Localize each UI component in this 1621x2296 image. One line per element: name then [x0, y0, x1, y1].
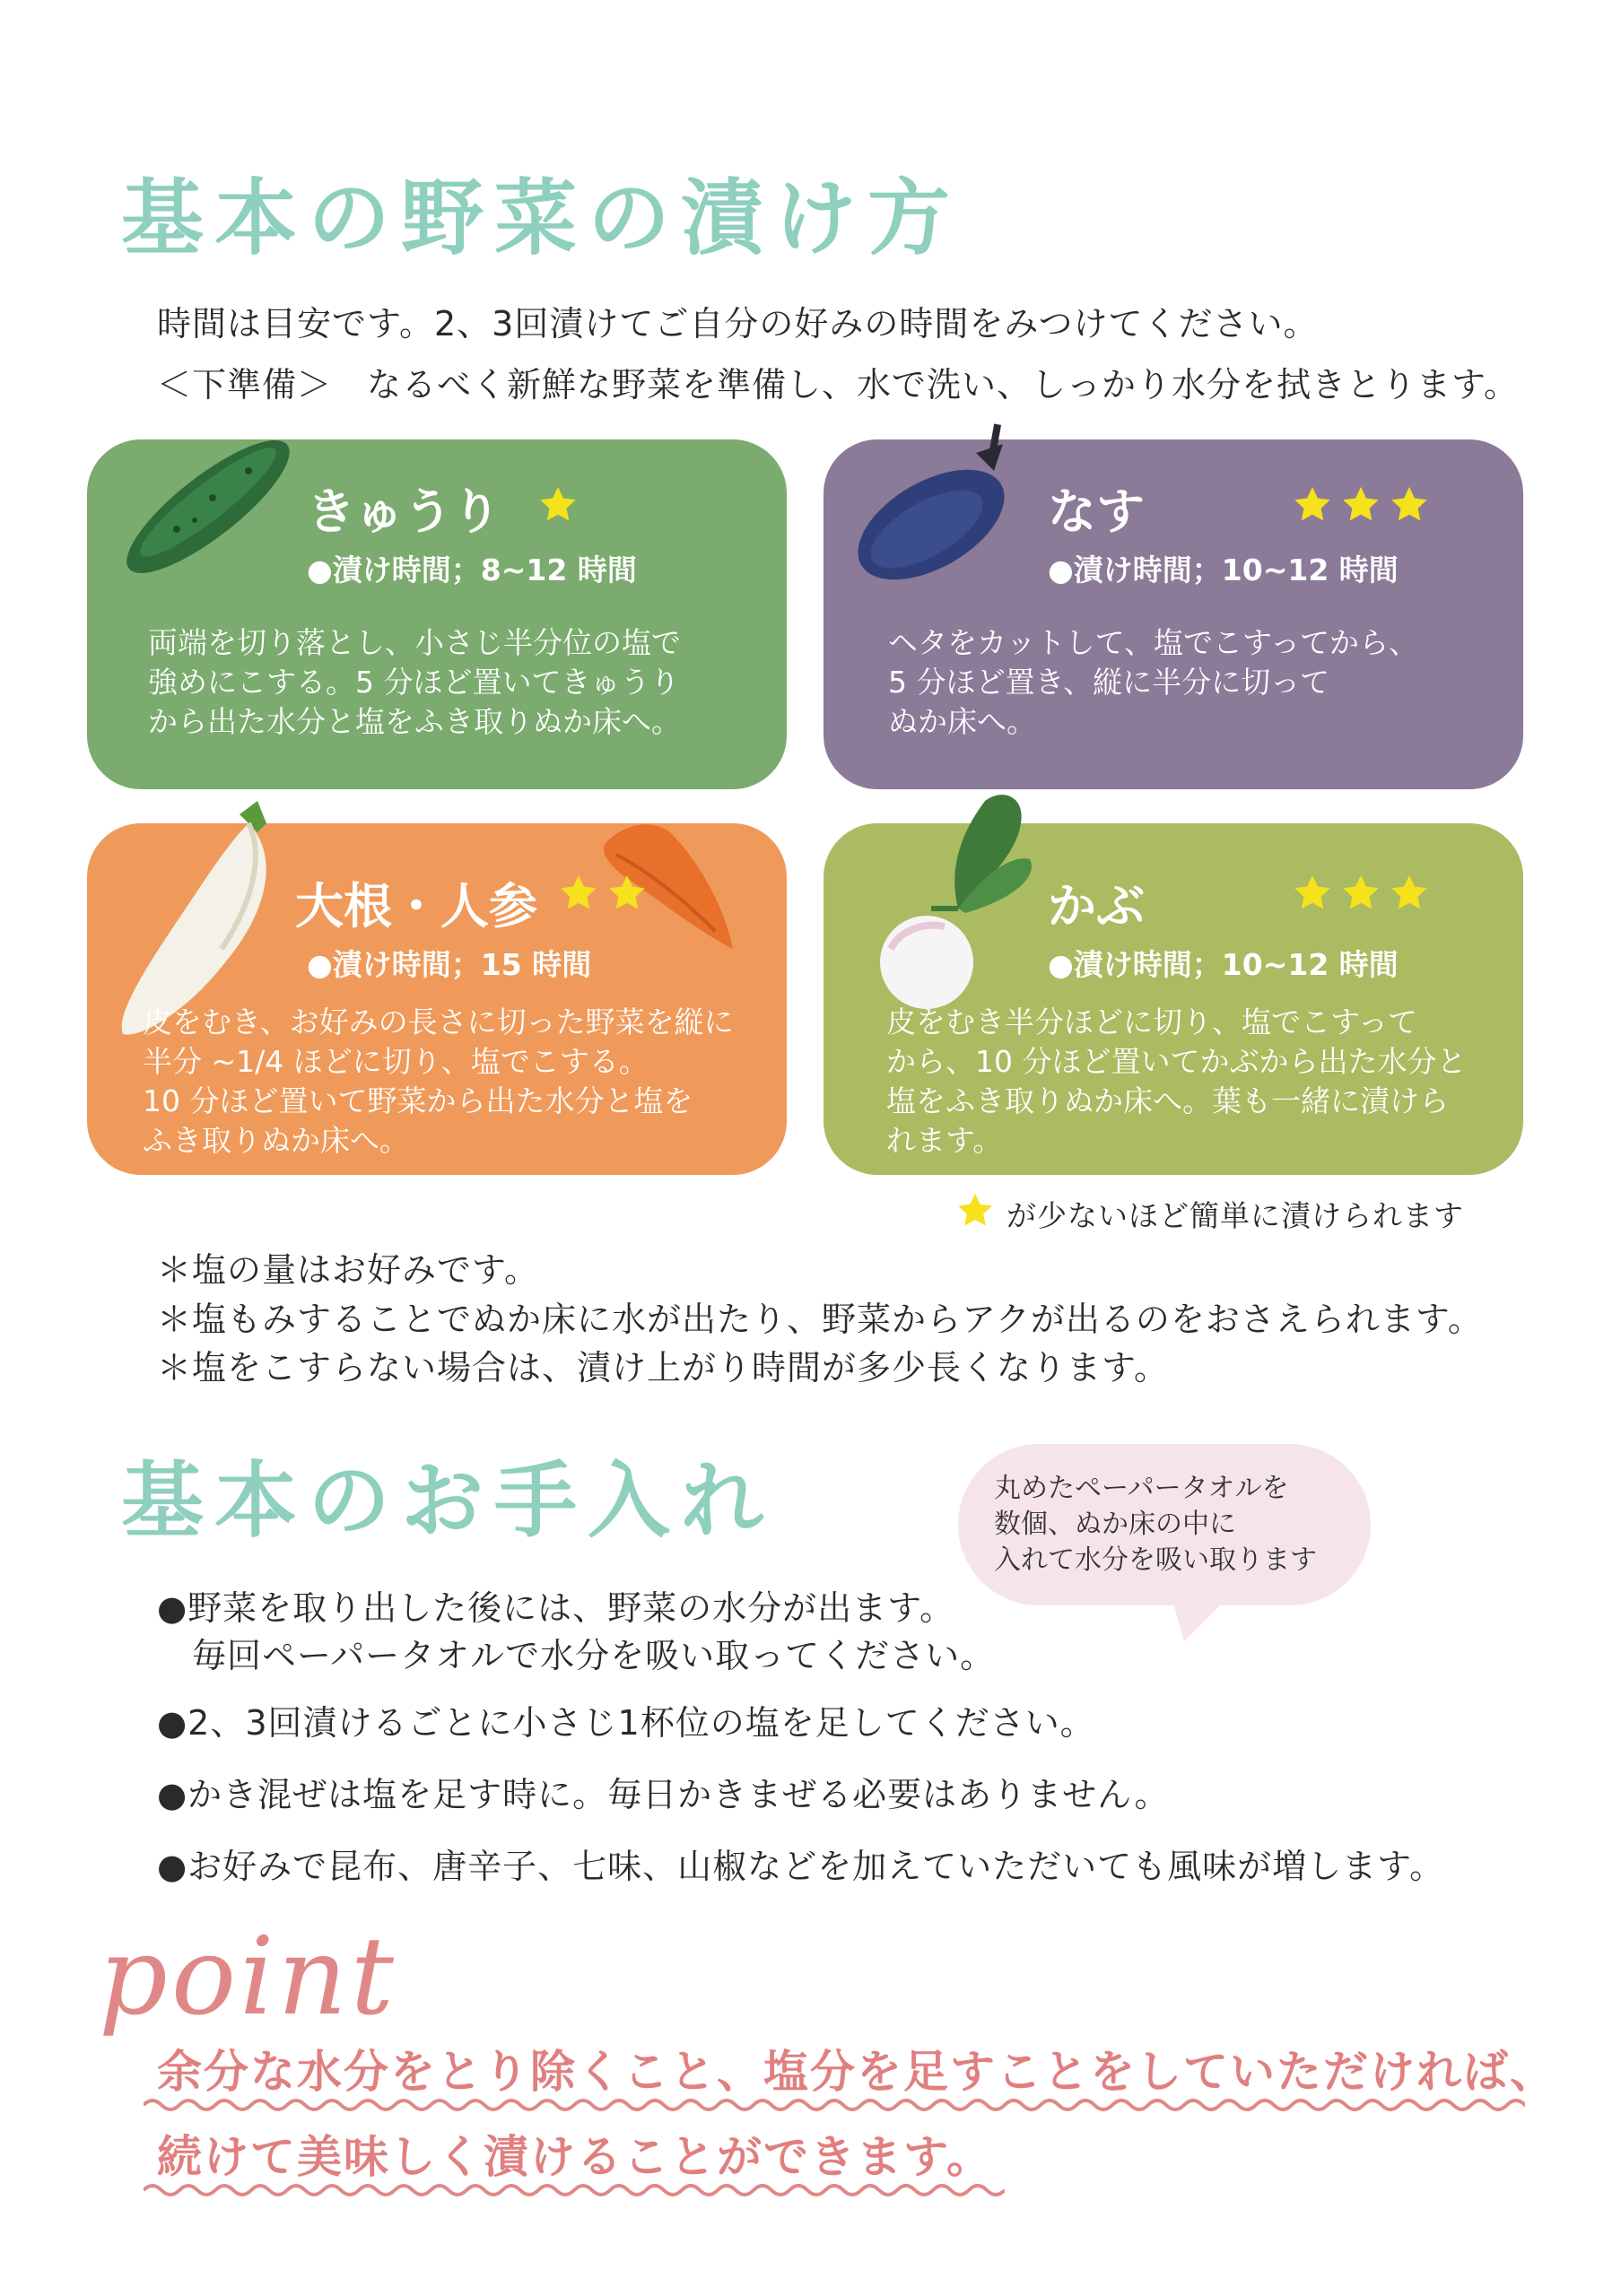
cucumber-icon — [105, 413, 311, 592]
card-title: きゅうり — [307, 483, 501, 540]
card-desc-line: 強めにこする。5 分ほど置いてきゅうり — [148, 665, 680, 700]
card-eggplant — [824, 439, 1523, 789]
intro-line-2: ＜下準備＞ なるべく新鮮な野菜を準備し、水で洗い、しっかり水分を拭きとります。 — [157, 365, 1519, 404]
card-time: ●漬け時間；15 時間 — [307, 947, 592, 982]
star-icon — [558, 873, 599, 914]
card-desc-line: 皮をむき、お好みの長さに切った野菜を縦に — [143, 1004, 734, 1039]
intro-line-1: 時間は目安です。2、3回漬けてご自分の好みの時間をみつけてください。 — [157, 304, 1319, 344]
card-desc-line: ヘタをカットして、塩でこすってから、 — [888, 625, 1419, 660]
star-icon — [1389, 873, 1430, 914]
card-title: なす — [1048, 483, 1145, 540]
card-desc-line: ふき取りぬか床へ。 — [143, 1123, 409, 1158]
card-title: かぶ — [1048, 878, 1145, 935]
difficulty-stars — [1292, 484, 1430, 526]
bubble-line: 入れて水分を吸い取ります — [994, 1544, 1317, 1576]
card-radish-carrot — [87, 823, 787, 1175]
note-line: ＊塩をこすらない場合は、漬け上がり時間が多少長くなります。 — [157, 1348, 1169, 1387]
care-item: 毎回ペーパータオルで水分を吸い取ってください。 — [157, 1636, 996, 1675]
card-desc-line: 両端を切り落とし、小さじ半分位の塩で — [148, 625, 681, 660]
card-time: ●漬け時間；10~12 時間 — [1048, 947, 1399, 982]
star-icon — [1389, 484, 1430, 526]
star-icon — [1340, 484, 1381, 526]
star-icon — [537, 484, 579, 526]
bubble-line: 数個、ぬか床の中に — [994, 1509, 1236, 1540]
bubble-line: 丸めたペーパータオルを — [994, 1473, 1289, 1504]
wavy-underline-1 — [144, 2094, 1525, 2116]
star-icon — [606, 873, 648, 914]
eggplant-icon — [841, 417, 1039, 596]
difficulty-stars — [558, 873, 648, 914]
card-cucumber — [87, 439, 787, 789]
difficulty-stars — [537, 484, 579, 526]
star-note: が少ないほど簡単に漬けられます — [1007, 1198, 1464, 1233]
star-icon — [1340, 873, 1381, 914]
turnip-icon — [859, 783, 1057, 1016]
point-heading: point — [99, 1915, 397, 2039]
card-desc-line: 10 分ほど置いて野菜から出た水分と塩を — [143, 1083, 693, 1118]
note-line: ＊塩の量はお好みです。 — [157, 1250, 539, 1290]
wavy-underline-2 — [144, 2179, 1005, 2201]
star-icon — [1292, 873, 1333, 914]
note-line: ＊塩もみすることでぬか床に水が出たり、野菜からアクが出るのをおさえられます。 — [157, 1300, 1483, 1339]
speech-bubble-tail — [1166, 1578, 1247, 1650]
card-desc-line: から、10 分ほど置いてかぶから出た水分と — [886, 1044, 1467, 1079]
card-time: ●漬け時間；8~12 時間 — [307, 552, 637, 587]
card-desc-line: れます。 — [886, 1123, 1003, 1158]
card-desc-line: 塩をふき取りぬか床へ。葉も一緒に漬けら — [886, 1083, 1449, 1118]
card-time: ●漬け時間；10~12 時間 — [1048, 552, 1399, 587]
care-item: ●お好みで昆布、唐辛子、七味、山椒などを加えていただいても風味が増します。 — [157, 1847, 1445, 1886]
star-legend-icon — [955, 1191, 995, 1231]
difficulty-stars — [1292, 873, 1430, 914]
star-icon — [1292, 484, 1333, 526]
card-desc-line: 皮をむき半分ほどに切り、塩でこすって — [886, 1004, 1418, 1039]
card-desc-line: ぬか床へ。 — [888, 704, 1036, 739]
care-item: ●かき混ぜは塩を足す時に。毎日かきまぜる必要はありません。 — [157, 1775, 1170, 1814]
card-turnip — [824, 823, 1523, 1175]
section-title-pickling: 基本の野菜の漬け方 — [121, 170, 962, 266]
card-desc-line: 5 分ほど置き、縦に半分に切って — [888, 665, 1330, 700]
point-line-2: 続けて美味しく漬けることができます。 — [157, 2131, 993, 2183]
care-item: ●2、3回漬けるごとに小さじ1杯位の塩を足してください。 — [157, 1703, 1095, 1743]
care-item: ●野菜を取り出した後には、野菜の水分が出ます。 — [157, 1588, 955, 1628]
card-desc-line: から出た水分と塩をふき取りぬか床へ。 — [148, 704, 681, 739]
card-desc-line: 半分 ~1/4 ほどに切り、塩でこする。 — [143, 1044, 649, 1079]
section-title-care: 基本のお手入れ — [121, 1453, 775, 1549]
card-title: 大根・人参 — [295, 878, 537, 935]
point-line-1: 余分な水分をとり除くこと、塩分を足すことをしていただければ、 — [157, 2046, 1556, 2098]
